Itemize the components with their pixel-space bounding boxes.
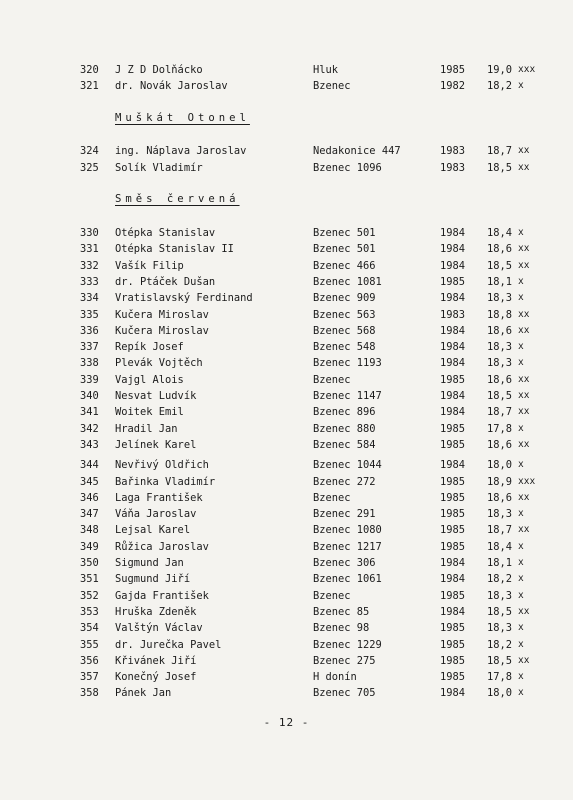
page-number: - 12 - <box>263 716 310 729</box>
score: 18,7 <box>487 145 513 157</box>
place: Bzenec 1229 <box>313 638 382 651</box>
vintage-year: 1985 <box>440 654 466 667</box>
rating-mark: xx <box>518 308 530 320</box>
table-row <box>0 225 573 241</box>
grower-name: Hruška Zdeněk <box>115 605 197 618</box>
table-row <box>0 388 573 404</box>
entry-number: 351 <box>80 573 99 586</box>
table-row <box>0 669 573 685</box>
score: 18,5 <box>487 390 513 402</box>
section-heading: Muškát Otonel <box>115 112 250 124</box>
vintage-year: 1982 <box>440 80 466 92</box>
vintage-year: 1984 <box>440 605 466 618</box>
vintage-year: 1984 <box>440 390 466 402</box>
entry-number: 333 <box>80 275 99 288</box>
entry-number: 358 <box>80 687 99 700</box>
table-row <box>0 457 573 473</box>
place: Bzenec 1096 <box>313 162 382 174</box>
grower-name: dr. Jurečka Pavel <box>115 638 222 651</box>
table-row <box>0 490 573 506</box>
vintage-year: 1984 <box>440 259 466 272</box>
vintage-year: 1984 <box>440 324 466 337</box>
rating-mark: x <box>518 341 524 353</box>
score: 18,3 <box>487 622 513 635</box>
table-row <box>0 62 573 78</box>
grower-name: Vašík Filip <box>115 259 184 272</box>
vintage-year: 1985 <box>440 540 466 553</box>
grower-name: Nesvat Ludvík <box>115 390 197 402</box>
score: 18,6 <box>487 438 513 451</box>
entry-number: 345 <box>80 475 99 488</box>
table-row <box>0 78 573 94</box>
entry-number: 337 <box>80 341 99 354</box>
table-row <box>0 323 573 339</box>
score: 18,3 <box>487 292 513 305</box>
place: Bzenec 705 <box>313 687 376 700</box>
place: Bzenec 909 <box>313 292 376 305</box>
score: 18,6 <box>487 324 513 337</box>
entry-number: 330 <box>80 227 99 239</box>
grower-name: Nevřivý Oldřich <box>115 459 209 472</box>
grower-name: dr. Ptáček Dušan <box>115 275 216 288</box>
place: Bzenec 1044 <box>313 459 382 472</box>
grower-name: Váňa Jaroslav <box>115 508 197 521</box>
place: Bzenec 501 <box>313 227 376 239</box>
grower-name: Vratislavský Ferdinand <box>115 292 253 305</box>
entry-number: 320 <box>80 64 99 76</box>
entry-number: 338 <box>80 357 99 370</box>
entry-number: 331 <box>80 243 99 256</box>
entry-number: 324 <box>80 145 99 157</box>
score: 18,4 <box>487 540 513 553</box>
score: 18,5 <box>487 162 513 174</box>
vintage-year: 1984 <box>440 227 466 239</box>
vintage-year: 1985 <box>440 64 466 76</box>
place: Bzenec 568 <box>313 324 376 337</box>
table-row <box>0 307 573 323</box>
grower-name: Vajgl Alois <box>115 373 184 386</box>
grower-name: Sigmund Jan <box>115 557 184 569</box>
grower-name: Křivánek Jiří <box>115 654 197 667</box>
rating-mark: xx <box>518 145 530 156</box>
score: 18,1 <box>487 275 513 288</box>
place: Bzenec 501 <box>313 243 376 256</box>
rating-mark: x <box>518 687 524 699</box>
score: 18,3 <box>487 589 513 602</box>
entry-number: 335 <box>80 308 99 321</box>
place: Bzenec 1061 <box>313 573 382 586</box>
score: 18,5 <box>487 654 513 667</box>
place: Bzenec 1080 <box>313 524 382 537</box>
grower-name: Otépka Stanislav <box>115 227 216 239</box>
entry-number: 355 <box>80 638 99 651</box>
table-row <box>0 437 573 453</box>
entry-number: 357 <box>80 671 99 684</box>
entry-number: 340 <box>80 390 99 402</box>
score: 18,9 <box>487 475 513 488</box>
vintage-year: 1985 <box>440 422 466 435</box>
grower-name: Plevák Vojtěch <box>115 357 203 370</box>
table-row <box>0 474 573 490</box>
place: Bzenec <box>313 373 351 386</box>
vintage-year: 1983 <box>440 145 466 157</box>
rating-mark: x <box>518 508 524 520</box>
place: Bzenec 85 <box>313 605 370 618</box>
entry-number: 346 <box>80 491 99 504</box>
table-row <box>0 143 573 159</box>
table-row <box>0 637 573 653</box>
grower-name: Bařinka Vladimír <box>115 475 216 488</box>
table-row <box>0 604 573 620</box>
place: Bzenec 272 <box>313 475 376 488</box>
rating-mark: xx <box>518 605 530 617</box>
vintage-year: 1984 <box>440 292 466 305</box>
table-row <box>0 653 573 669</box>
entry-number: 321 <box>80 80 99 92</box>
place: Bzenec 880 <box>313 422 376 435</box>
rating-mark: xx <box>518 654 530 666</box>
rating-mark: xx <box>518 406 530 418</box>
score: 18,7 <box>487 524 513 537</box>
entry-number: 353 <box>80 605 99 618</box>
rating-mark: x <box>518 622 524 634</box>
score: 18,4 <box>487 227 513 239</box>
entry-number: 332 <box>80 259 99 272</box>
place: Bzenec 466 <box>313 259 376 272</box>
rating-mark: x <box>518 557 524 568</box>
place: Hluk <box>313 64 339 76</box>
vintage-year: 1985 <box>440 524 466 537</box>
table-row <box>0 685 573 701</box>
vintage-year: 1985 <box>440 589 466 602</box>
entry-number: 339 <box>80 373 99 386</box>
score: 17,8 <box>487 422 513 435</box>
score: 18,5 <box>487 605 513 618</box>
table-row <box>0 339 573 355</box>
table-row <box>0 258 573 274</box>
rating-mark: x <box>518 275 524 287</box>
rating-mark: xx <box>518 524 530 536</box>
vintage-year: 1985 <box>440 475 466 488</box>
place: Bzenec 306 <box>313 557 376 569</box>
place: Bzenec 584 <box>313 438 376 451</box>
place: Bzenec 98 <box>313 622 370 635</box>
vintage-year: 1984 <box>440 687 466 700</box>
grower-name: ing. Náplava Jaroslav <box>115 145 247 157</box>
score: 19,0 <box>487 64 513 76</box>
vintage-year: 1985 <box>440 491 466 504</box>
rating-mark: x <box>518 589 524 601</box>
vintage-year: 1984 <box>440 459 466 472</box>
score: 18,3 <box>487 357 513 370</box>
grower-name: dr. Novák Jaroslav <box>115 80 228 92</box>
rating-mark: xx <box>518 390 530 401</box>
table-row <box>0 620 573 636</box>
vintage-year: 1984 <box>440 341 466 354</box>
place: H donín <box>313 671 357 684</box>
place: Bzenec 1193 <box>313 357 382 370</box>
entry-number: 347 <box>80 508 99 521</box>
rating-mark: x <box>518 540 524 552</box>
grower-name: Pánek Jan <box>115 687 172 700</box>
table-row <box>0 274 573 290</box>
table-row <box>0 421 573 437</box>
score: 18,2 <box>487 80 513 92</box>
rating-mark: x <box>518 292 524 304</box>
score: 18,6 <box>487 491 513 504</box>
place: Bzenec <box>313 80 351 92</box>
table-row <box>0 372 573 388</box>
score: 18,1 <box>487 557 513 569</box>
rating-mark: x <box>518 357 524 369</box>
table-row <box>0 404 573 420</box>
grower-name: Valštýn Václav <box>115 622 203 635</box>
grower-name: Lejsal Karel <box>115 524 191 537</box>
vintage-year: 1983 <box>440 162 466 174</box>
table-row <box>0 571 573 587</box>
score: 18,2 <box>487 573 513 586</box>
place: Bzenec <box>313 589 351 602</box>
score: 18,3 <box>487 508 513 521</box>
rating-mark: xx <box>518 373 530 385</box>
table-row <box>0 539 573 555</box>
rating-mark: x <box>518 573 524 585</box>
entry-number: 325 <box>80 162 99 174</box>
vintage-year: 1985 <box>440 373 466 386</box>
vintage-year: 1983 <box>440 308 466 321</box>
vintage-year: 1984 <box>440 357 466 370</box>
place: Bzenec 1081 <box>313 275 382 288</box>
table-row <box>0 522 573 538</box>
score: 18,8 <box>487 308 513 321</box>
rating-mark: x <box>518 422 524 434</box>
place: Bzenec <box>313 491 351 504</box>
vintage-year: 1985 <box>440 438 466 451</box>
entry-number: 341 <box>80 406 99 419</box>
entry-number: 344 <box>80 459 99 472</box>
rating-mark: x <box>518 227 524 238</box>
table-row <box>0 588 573 604</box>
table-row <box>0 555 573 571</box>
rating-mark: xxx <box>518 64 536 75</box>
vintage-year: 1985 <box>440 671 466 684</box>
place: Nedakonice 447 <box>313 145 401 157</box>
grower-name: Otépka Stanislav II <box>115 243 234 256</box>
place: Bzenec 275 <box>313 654 376 667</box>
rating-mark: xx <box>518 438 530 450</box>
grower-name: Repík Josef <box>115 341 184 354</box>
entry-number: 349 <box>80 540 99 553</box>
score: 18,7 <box>487 406 513 419</box>
grower-name: Konečný Josef <box>115 671 197 684</box>
rating-mark: xx <box>518 324 530 336</box>
rating-mark: x <box>518 80 524 91</box>
rating-mark: xx <box>518 243 530 255</box>
score: 18,0 <box>487 687 513 700</box>
place: Bzenec 896 <box>313 406 376 419</box>
rating-mark: x <box>518 671 524 683</box>
entry-number: 334 <box>80 292 99 305</box>
grower-name: Solík Vladimír <box>115 162 203 174</box>
grower-name: Woitek Emil <box>115 406 184 419</box>
score: 18,0 <box>487 459 513 472</box>
place: Bzenec 1147 <box>313 390 382 402</box>
table-row <box>0 506 573 522</box>
score: 18,6 <box>487 243 513 256</box>
section-heading: Směs červená <box>115 193 240 205</box>
vintage-year: 1984 <box>440 243 466 256</box>
vintage-year: 1985 <box>440 622 466 635</box>
table-row <box>0 160 573 176</box>
vintage-year: 1985 <box>440 508 466 521</box>
grower-name: Kučera Miroslav <box>115 324 209 337</box>
entry-number: 354 <box>80 622 99 635</box>
score: 18,6 <box>487 373 513 386</box>
grower-name: Jelínek Karel <box>115 438 197 451</box>
place: Bzenec 291 <box>313 508 376 521</box>
vintage-year: 1984 <box>440 557 466 569</box>
entry-number: 342 <box>80 422 99 435</box>
vintage-year: 1984 <box>440 406 466 419</box>
rating-mark: xxx <box>518 475 536 487</box>
entry-number: 348 <box>80 524 99 537</box>
rating-mark: xx <box>518 259 530 271</box>
entry-number: 336 <box>80 324 99 337</box>
grower-name: J Z D Dolňácko <box>115 64 203 76</box>
vintage-year: 1985 <box>440 275 466 288</box>
grower-name: Gajda František <box>115 589 209 602</box>
entry-number: 356 <box>80 654 99 667</box>
place: Bzenec 548 <box>313 341 376 354</box>
entry-number: 352 <box>80 589 99 602</box>
rating-mark: x <box>518 459 524 471</box>
rating-mark: xx <box>518 162 530 173</box>
place: Bzenec 1217 <box>313 540 382 553</box>
score: 18,5 <box>487 259 513 272</box>
vintage-year: 1985 <box>440 638 466 651</box>
grower-name: Hradil Jan <box>115 422 178 435</box>
grower-name: Sugmund Jiří <box>115 573 191 586</box>
table-row <box>0 241 573 257</box>
score: 17,8 <box>487 671 513 684</box>
score: 18,2 <box>487 638 513 651</box>
rating-mark: x <box>518 638 524 650</box>
entry-number: 350 <box>80 557 99 569</box>
vintage-year: 1984 <box>440 573 466 586</box>
entry-number: 343 <box>80 438 99 451</box>
table-row <box>0 290 573 306</box>
score: 18,3 <box>487 341 513 354</box>
rating-mark: xx <box>518 491 530 503</box>
grower-name: Laga František <box>115 491 203 504</box>
table-row <box>0 355 573 371</box>
grower-name: Kučera Miroslav <box>115 308 209 321</box>
place: Bzenec 563 <box>313 308 376 321</box>
grower-name: Růžica Jaroslav <box>115 540 209 553</box>
